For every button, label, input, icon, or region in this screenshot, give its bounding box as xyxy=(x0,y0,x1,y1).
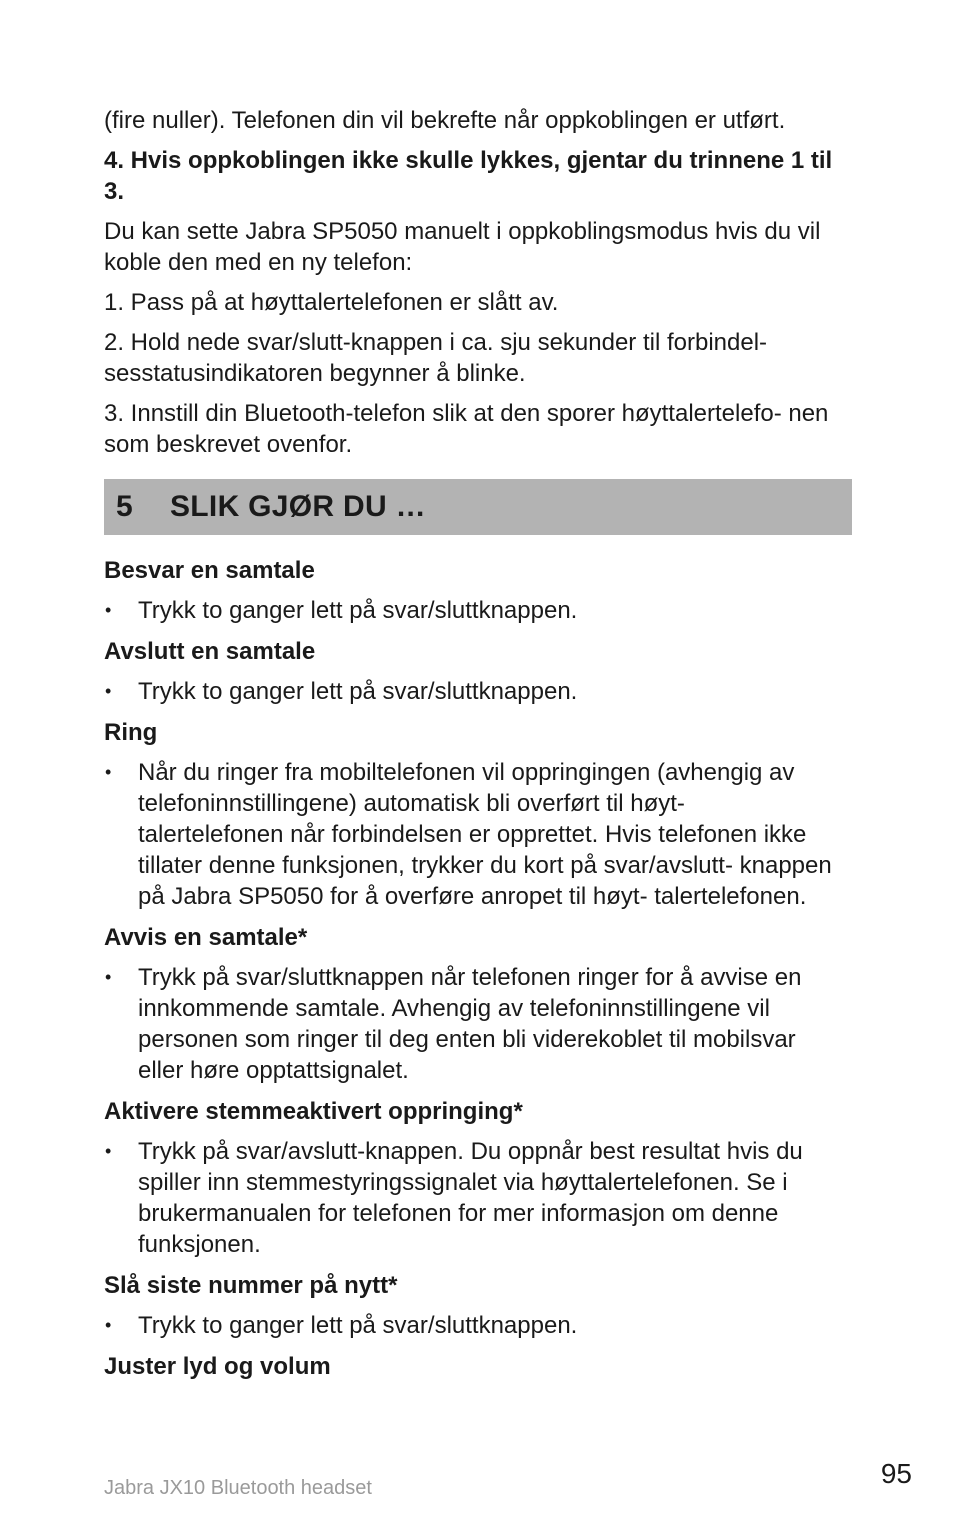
subheading-reject: Avvis en samtale* xyxy=(104,924,308,951)
subheading-call: Ring xyxy=(104,719,158,746)
bullet-marker: • xyxy=(105,681,112,701)
page-number: 95 xyxy=(880,1458,912,1489)
subheading-volume: Juster lyd og volum xyxy=(104,1353,331,1380)
bullet-text: Trykk på svar/sluttknappen når telefonen ringer for å avvise en innkommende samtale. Avhengig av telefoninnstillingene vil personen som ringer til deg enten bli viderekoblet til mobilsvar eller høre opptattsignalet. xyxy=(138,964,802,1084)
list-item xyxy=(104,962,852,1086)
list-item xyxy=(104,676,852,707)
step-3: 3. Innstill din Bluetooth-telefon slik at den sporer høyttalertelefo- nen som beskrevet ovenfor. xyxy=(104,400,829,458)
list-item xyxy=(104,595,852,626)
bullet-text: Trykk to ganger lett på svar/sluttknappen. xyxy=(138,597,578,624)
section-title: SLIK GJØR DU … xyxy=(170,490,426,523)
step-4: 4. Hvis oppkoblingen ikke skulle lykkes, gjentar du trinnene 1 til 3. xyxy=(104,147,833,205)
footer-product-name: Jabra JX10 Bluetooth headset xyxy=(104,1477,372,1499)
bullet-text: Trykk to ganger lett på svar/sluttknappen. xyxy=(138,678,578,705)
bullet-marker: • xyxy=(105,600,112,620)
section-heading xyxy=(104,479,852,535)
manual-pairing-text: Du kan sette Jabra SP5050 manuelt i oppkoblingsmodus hvis du vil koble den med en ny telefon: xyxy=(104,218,821,276)
bullet-marker: • xyxy=(105,967,112,987)
subheading-end-call: Avslutt en samtale xyxy=(104,638,316,665)
step-1: 1. Pass på at høyttalertelefonen er slått av. xyxy=(104,289,559,316)
subheading-voice-dial: Aktivere stemmeaktivert oppringing* xyxy=(104,1098,523,1125)
list-item xyxy=(104,1310,852,1341)
section-number: 5 xyxy=(116,490,133,523)
bullet-text: Når du ringer fra mobiltelefonen vil oppringingen (avhengig av telefoninnstillingene) automatisk bli overført til høyt- talertelefonen når forbindelsen er opprettet. Hvis telefonen ikke tillater denne funksjonen, trykker du kort på svar/avslutt- knappen på Jabra SP5050 for å overføre anropet til høyt- talertelefonen. xyxy=(138,759,832,910)
subheading-redial: Slå siste nummer på nytt* xyxy=(104,1272,398,1299)
list-item xyxy=(104,757,852,912)
bullet-marker: • xyxy=(105,1315,112,1335)
subheading-answer: Besvar en samtale xyxy=(104,557,315,584)
bullet-text: Trykk to ganger lett på svar/sluttknappen. xyxy=(138,1312,578,1339)
page-content xyxy=(104,105,852,1391)
bullet-marker: • xyxy=(105,1141,112,1161)
bullet-marker: • xyxy=(105,762,112,782)
step-2: 2. Hold nede svar/slutt-knappen i ca. sju sekunder til forbindel- sesstatusindikatoren begynner å blinke. xyxy=(104,329,768,387)
bullet-text: Trykk på svar/avslutt-knappen. Du oppnår best resultat hvis du spiller inn stemmestyringssignalet via høyttalertelefonen. Se i brukermanualen for telefonen for mer informasjon om denne funksjonen. xyxy=(138,1138,803,1258)
list-item xyxy=(104,1136,852,1260)
intro-line: (fire nuller). Telefonen din vil bekrefte når oppkoblingen er utført. xyxy=(104,107,786,134)
